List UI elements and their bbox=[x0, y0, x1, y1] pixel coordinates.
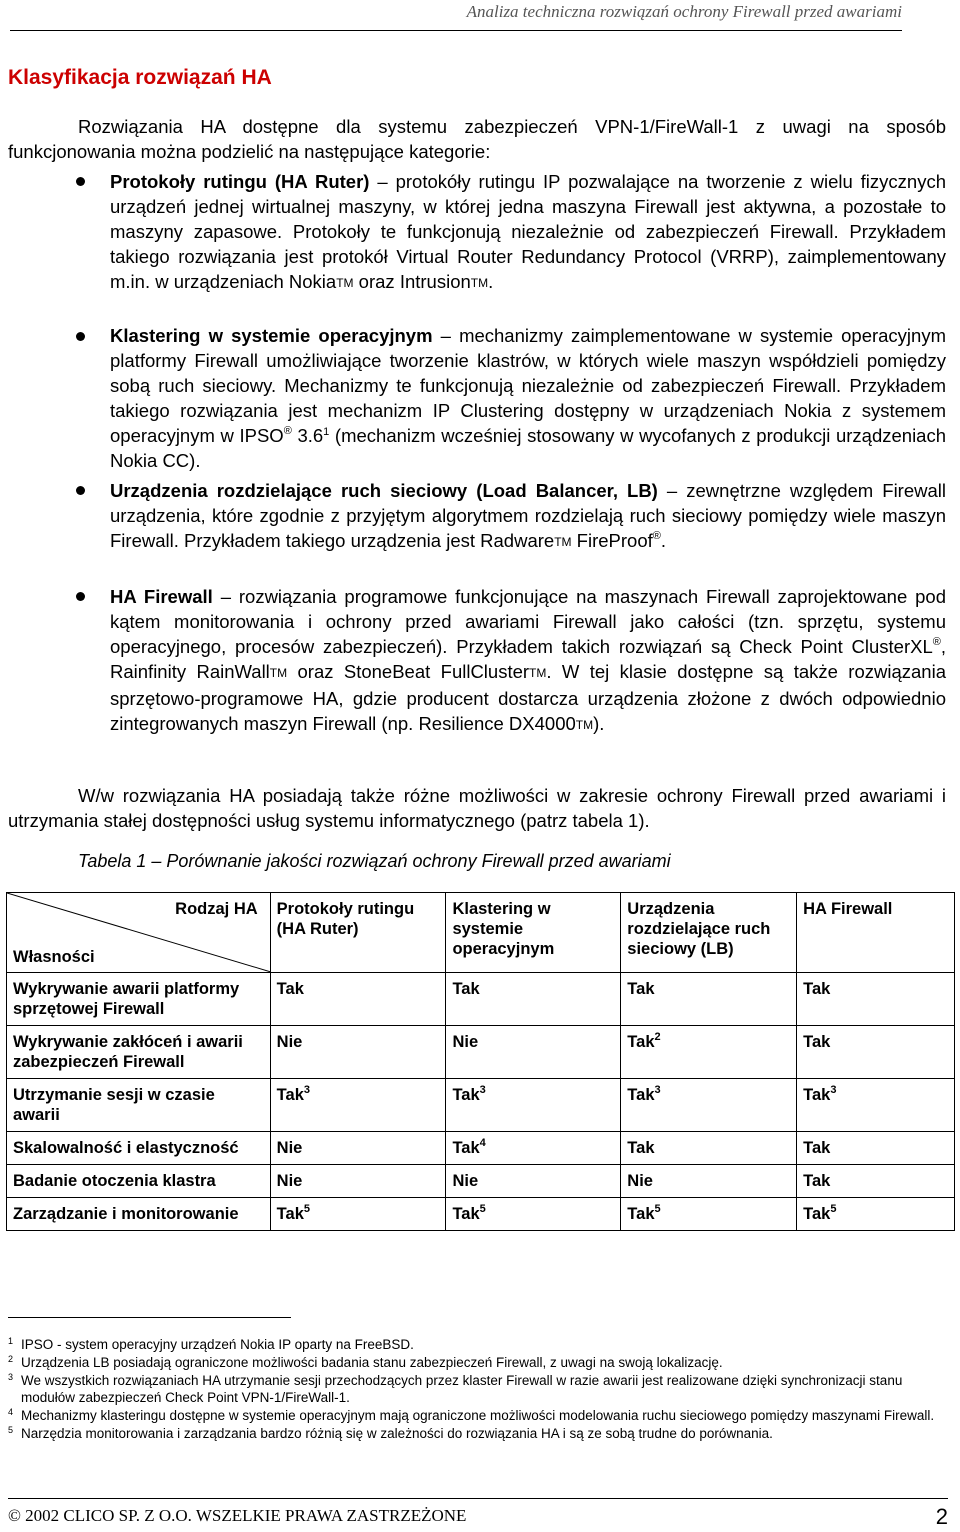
bullet-dot-icon bbox=[76, 592, 85, 601]
table-cell bbox=[270, 1165, 446, 1198]
bullet-text: ). bbox=[593, 713, 605, 734]
bullet-text: 3.6 bbox=[291, 425, 324, 446]
footnote-ref: 5 bbox=[479, 1203, 486, 1215]
bullet-text: . W tej klasie dostępne są także rozwiązania sprzętowo-programowe HA, gdzie producent dostarcza urządzenia złożone z dwóch odpowiednio zintegrowanych maszyn Firewall (np. Resilience DX4000 bbox=[110, 661, 946, 734]
footnote-text: IPSO - system operacyjny urządzeń Nokia IP oparty na FreeBSD. bbox=[21, 1337, 414, 1352]
summary-paragraph: W/w rozwiązania HA posiadają także różne możliwości w zakresie ochrony Firewall przed awariami i utrzymania stałej dostępności usług systemu informatycznego (patrz tabela 1). bbox=[8, 785, 946, 831]
bullet-term: Klastering w systemie operacyjnym bbox=[110, 325, 433, 346]
trademark-icon: TM bbox=[269, 666, 288, 680]
footnote-text: We wszystkich rozwiązaniach HA utrzymanie sesji przechodzących przez klaster Firewall w razie awarii jest realizowane dzięki synchronizacji stanu modułów zabezpieczeń Check Point VPN-1/FireWall-1. bbox=[21, 1373, 903, 1405]
bullet-text: – rozwiązania programowe funkcjonujące na maszynach Firewall zaprojektowane pod kątem monitorowania i ochrony przed awariami Firewall jako całości (tzn. sprzętu, systemu operacyjnego, procesów zabezpieczeń). Przykładem takich rozwiązań są Check Point ClusterXL bbox=[110, 586, 947, 657]
table-cell bbox=[797, 1026, 955, 1079]
cell-value: Tak bbox=[452, 980, 480, 998]
table-caption: Tabela 1 – Porównanie jakości rozwiązań ochrony Firewall przed awariami bbox=[78, 851, 671, 871]
bullet-text: – protokóły rutingu IP pozwalające na tworzenie z wielu fizycznych urządzeń jednej wirtualnej maszyny, w której jedna maszyna Firewall jest aktywna, a pozostałe to maszyny zapasowe. Protokoły te funkcjonują niezależnie od zabezpieczeń Firewall. Przykładem takiego rozwiązania jest protokół Virtual Router Redundancy Protocol (VRRP), zaimplementowany m.in. w urządzeniach Nokia bbox=[110, 171, 946, 292]
bullet-ha-firewall bbox=[110, 584, 946, 738]
table-cell bbox=[446, 1026, 621, 1079]
table-cell bbox=[621, 1026, 797, 1079]
table-cell bbox=[797, 1165, 955, 1198]
footnote bbox=[8, 1372, 948, 1406]
row-label: Wykrywanie awarii platformy sprzętowej Firewall bbox=[7, 973, 271, 1026]
bullet-dot-icon bbox=[76, 486, 85, 495]
table-row bbox=[7, 1198, 955, 1231]
registered-icon: ® bbox=[652, 530, 661, 542]
row-label: Zarządzanie i monitorowanie bbox=[7, 1198, 271, 1231]
cell-value: Tak bbox=[627, 1086, 655, 1104]
cell-value: Tak bbox=[452, 1139, 480, 1157]
footnote-ref: 4 bbox=[479, 1137, 486, 1149]
footnote-number: 4 bbox=[8, 1407, 14, 1417]
cell-value: Tak bbox=[276, 1086, 304, 1104]
trademark-icon: TM bbox=[554, 535, 572, 549]
table-cell bbox=[797, 973, 955, 1026]
bullet-term: Urządzenia rozdzielające ruch sieciowy (Load Balancer, LB) bbox=[110, 480, 658, 501]
cell-value: Nie bbox=[276, 1139, 303, 1157]
table-cell bbox=[621, 1165, 797, 1198]
cell-value: Tak bbox=[276, 980, 304, 998]
bullet-dot-icon bbox=[76, 332, 85, 341]
trademark-icon: TM bbox=[575, 718, 594, 732]
footnote-number: 2 bbox=[8, 1354, 14, 1364]
bullet-text: . bbox=[660, 530, 666, 551]
table-cell bbox=[270, 973, 446, 1026]
registered-icon: ® bbox=[283, 425, 292, 437]
trademark-icon: TM bbox=[336, 276, 354, 290]
corner-bottom-label: Własności bbox=[13, 948, 95, 966]
cell-value: Nie bbox=[276, 1033, 303, 1051]
footnote-ref: 2 bbox=[654, 1031, 661, 1043]
footnote-ref: 5 bbox=[654, 1203, 661, 1215]
cell-value: Tak bbox=[627, 980, 655, 998]
footnote bbox=[8, 1407, 948, 1424]
cell-value: Tak bbox=[627, 1205, 655, 1223]
footnote-number: 3 bbox=[8, 1372, 14, 1382]
footnote bbox=[8, 1336, 948, 1353]
footnotes bbox=[8, 1336, 948, 1443]
row-label: Skalowalność i elastyczność bbox=[7, 1132, 271, 1165]
footnote-text: Urządzenia LB posiadają ograniczone możliwości badania stanu zabezpieczeń Firewall, z uwagi na swoją lokalizację. bbox=[21, 1355, 723, 1370]
cell-value: Tak bbox=[627, 1139, 655, 1157]
footnote-ref: 3 bbox=[654, 1084, 661, 1096]
table-row bbox=[7, 1079, 955, 1132]
table-cell bbox=[621, 1198, 797, 1231]
cell-value: Tak bbox=[803, 1172, 831, 1190]
table-row bbox=[7, 1026, 955, 1079]
footer-copyright: © 2002 CLICO SP. Z O.O. WSZELKIE PRAWA ZASTRZEŻONE bbox=[8, 1506, 467, 1525]
footnote-ref: 3 bbox=[830, 1084, 837, 1096]
cell-value: Nie bbox=[627, 1172, 653, 1190]
footnote-text: Mechanizmy klasteringu dostępne w systemie operacyjnym mają ograniczone możliwości modelowania ruchu sieciowego pomiędzy maszynami Firewall. bbox=[21, 1408, 935, 1423]
cell-value: Tak bbox=[803, 1139, 831, 1157]
table-cell bbox=[621, 973, 797, 1026]
row-label: Badanie otoczenia klastra bbox=[7, 1165, 271, 1198]
trademark-icon: TM bbox=[529, 666, 547, 680]
table-header-row bbox=[7, 893, 955, 973]
column-header: HA Firewall bbox=[797, 893, 955, 973]
table-cell bbox=[270, 1079, 446, 1132]
cell-value: Tak bbox=[452, 1086, 480, 1104]
cell-value: Tak bbox=[803, 1086, 831, 1104]
table-cell bbox=[446, 1198, 621, 1231]
bullet-load-balancer bbox=[110, 478, 946, 555]
footnote bbox=[8, 1354, 948, 1371]
page-header bbox=[10, 0, 902, 31]
table-cell bbox=[446, 1165, 621, 1198]
footnote-ref: 3 bbox=[303, 1084, 311, 1096]
table-cell bbox=[270, 1026, 446, 1079]
table-cell bbox=[797, 1198, 955, 1231]
bullet-text: oraz Intrusion bbox=[353, 271, 471, 292]
bullet-ha-ruter bbox=[110, 169, 946, 296]
footnote bbox=[8, 1425, 948, 1442]
bullet-text: , Rainfinity RainWall bbox=[110, 636, 946, 682]
page-number: 2 bbox=[935, 1504, 948, 1529]
cell-value: Tak bbox=[276, 1205, 304, 1223]
cell-value: Nie bbox=[452, 1033, 479, 1051]
section-title: Klasyfikacja rozwiązań HA bbox=[8, 66, 272, 89]
table-cell bbox=[797, 1132, 955, 1165]
column-header: Protokoły rutingu (HA Ruter) bbox=[270, 893, 446, 973]
bullet-text: oraz StoneBeat FullCluster bbox=[287, 661, 530, 682]
footnote-number: 1 bbox=[8, 1336, 14, 1346]
footnote-separator bbox=[8, 1317, 291, 1318]
intro-paragraph: Rozwiązania HA dostępne dla systemu zabezpieczeń VPN-1/FireWall-1 z uwagi na sposób funkcjonowania można podzielić na następujące kategorie: bbox=[8, 116, 946, 162]
cell-value: Nie bbox=[452, 1172, 479, 1190]
corner-top-label: Rodzaj HA bbox=[175, 900, 258, 918]
table-cell bbox=[270, 1198, 446, 1231]
footnote-ref: 3 bbox=[479, 1084, 486, 1096]
table-cell bbox=[446, 1132, 621, 1165]
table-cell bbox=[446, 1079, 621, 1132]
table-cell bbox=[797, 1079, 955, 1132]
row-label: Wykrywanie zakłóceń i awarii zabezpieczeń Firewall bbox=[7, 1026, 271, 1079]
table-cell bbox=[270, 1132, 446, 1165]
cell-value: Tak bbox=[452, 1205, 480, 1223]
bullet-text: . bbox=[488, 271, 494, 292]
footnote-ref: 5 bbox=[303, 1203, 311, 1215]
bullet-term: HA Firewall bbox=[110, 586, 213, 607]
trademark-icon: TM bbox=[470, 276, 489, 290]
cell-value: Tak bbox=[803, 1033, 831, 1051]
column-header: Urządzenia rozdzielające ruch sieciowy (LB) bbox=[621, 893, 797, 973]
bullet-text: – zewnętrzne względem Firewall urządzenia, które zgodnie z przyjętym algorytmem rozdzielają ruch sieciowy pomiędzy wiele maszyn Firewall. Przykładem takiego urządzenia jest Radware bbox=[110, 480, 947, 551]
footnote-text: Narzędzia monitorowania i zarządzania bardzo różnią się w zależności do rozwiązania HA i są ze sobą trudne do porównania. bbox=[21, 1426, 773, 1441]
bullet-text: (mechanizm wcześniej stosowany w wycofanych z produkcji urządzeniach Nokia CC). bbox=[110, 425, 947, 471]
table-cell bbox=[621, 1079, 797, 1132]
cell-value: Nie bbox=[276, 1172, 303, 1190]
cell-value: Tak bbox=[627, 1033, 655, 1051]
footnote-ref: 5 bbox=[830, 1203, 837, 1215]
footnote-ref[interactable]: 1 bbox=[323, 426, 330, 438]
registered-icon: ® bbox=[932, 636, 941, 648]
comparison-table bbox=[6, 892, 955, 1231]
footer-separator bbox=[8, 1498, 948, 1499]
table-row bbox=[7, 1132, 955, 1165]
header-title: Analiza techniczna rozwiązań ochrony Firewall przed awariami bbox=[466, 2, 902, 21]
cell-value: Tak bbox=[803, 1205, 831, 1223]
bullet-term: Protokoły rutingu (HA Ruter) bbox=[110, 171, 370, 192]
table-cell bbox=[446, 973, 621, 1026]
cell-value: Tak bbox=[803, 980, 831, 998]
table-corner-cell bbox=[7, 893, 271, 973]
table-row bbox=[7, 973, 955, 1026]
table-cell bbox=[621, 1132, 797, 1165]
footnote-number: 5 bbox=[8, 1425, 14, 1435]
column-header: Klastering w systemie operacyjnym bbox=[446, 893, 621, 973]
row-label: Utrzymanie sesji w czasie awarii bbox=[7, 1079, 271, 1132]
bullet-dot-icon bbox=[76, 177, 85, 186]
bullet-klastering bbox=[110, 323, 946, 473]
table-row bbox=[7, 1165, 955, 1198]
bullet-text: – mechanizmy zaimplementowane w systemie operacyjnym platformy Firewall umożliwiające tworzenie klastrów, w których wiele maszyn współdzieli pomiędzy sobą ruch sieciowy. Mechanizmy te funkcjonują niezależnie od zabezpieczeń Firewall. Przykładem takiego rozwiązania jest mechanizm IP Clustering dostępny w urządzeniach Nokia z systemem operacyjnym w IPSO bbox=[110, 325, 946, 446]
bullet-text: FireProof bbox=[571, 530, 653, 551]
